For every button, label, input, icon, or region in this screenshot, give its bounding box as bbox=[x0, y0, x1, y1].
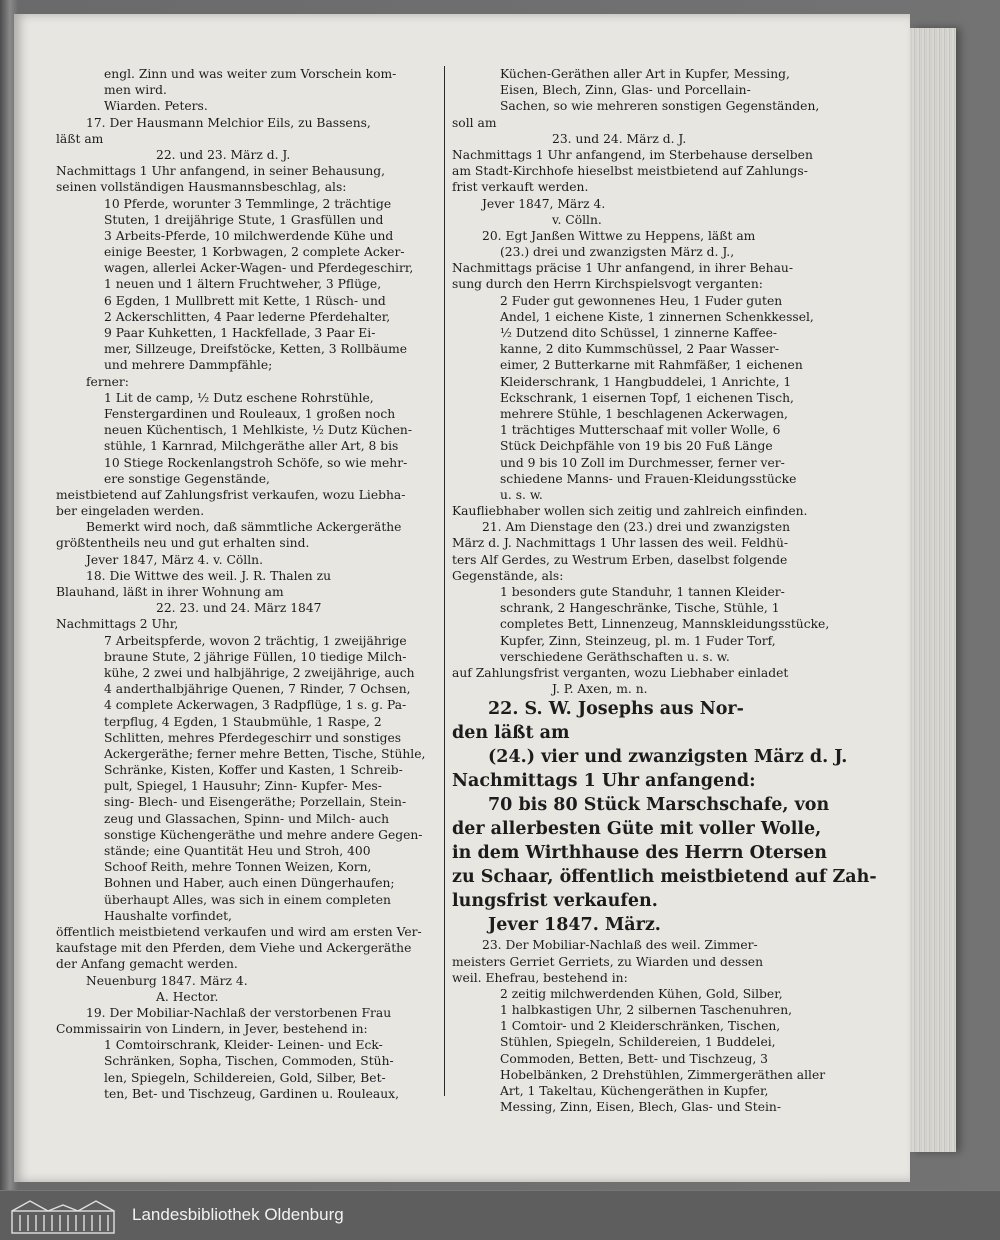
footer-bar bbox=[0, 1190, 1000, 1240]
text-line: 3 Arbeits-Pferde, 10 milchwerdende Kühe und bbox=[104, 228, 394, 243]
text-line: Nachmittags 2 Uhr, bbox=[56, 617, 179, 632]
text-line: neuen Küchentisch, 1 Mehlkiste, ½ Dutz Küchen- bbox=[104, 423, 412, 438]
text-line: Bemerkt wird noch, daß sämmtliche Ackergeräthe bbox=[86, 520, 402, 535]
text-line: März d. J. Nachmittags 1 Uhr lassen des weil. Feldhü- bbox=[452, 536, 789, 551]
text-line: zeug und Glassachen, Spinn- und Milch- auch bbox=[104, 811, 390, 826]
text-line: ber eingeladen werden. bbox=[56, 504, 205, 519]
text-line: Neuenburg 1847. März 4. bbox=[86, 973, 248, 988]
text-line: u. s. w. bbox=[500, 487, 543, 502]
text-line: (23.) drei und zwanzigsten März d. J., bbox=[500, 245, 735, 260]
book-page-edges bbox=[910, 28, 956, 1152]
text-line: frist verkauft werden. bbox=[452, 180, 589, 195]
text-line: schrank, 2 Hangeschränke, Tische, Stühle, 1 bbox=[500, 601, 780, 616]
right-column bbox=[452, 66, 877, 1115]
text-line: soll am bbox=[452, 115, 497, 130]
text-line: Messing, Zinn, Eisen, Blech, Glas- und Stein- bbox=[500, 1100, 782, 1115]
text-line: zu Schaar, öffentlich meistbietend auf Zah- bbox=[452, 867, 877, 888]
text-line: Jever 1847, März 4. bbox=[482, 196, 606, 211]
text-line: 1 Comtoirschrank, Kleider- Leinen- und Eck- bbox=[104, 1038, 383, 1053]
text-line: Jever 1847. März. bbox=[488, 915, 661, 936]
text-line: Schoof Reith, mehre Tonnen Weizen, Korn, bbox=[104, 860, 372, 875]
text-line: Eisen, Blech, Zinn, Glas- und Porcellain- bbox=[500, 83, 751, 98]
text-line: Stuten, 1 dreijährige Stute, 1 Grasfüllen und bbox=[104, 212, 384, 227]
text-line: braune Stute, 2 jährige Füllen, 10 tiedige Milch- bbox=[104, 649, 407, 664]
text-line: ferner: bbox=[86, 374, 129, 389]
text-line: len, Spiegeln, Schildereien, Gold, Silber, Bet- bbox=[104, 1070, 386, 1085]
text-line: größtentheils neu und gut erhalten sind. bbox=[56, 536, 310, 551]
text-line: kühe, 2 zwei und halbjährige, 2 zweijährige, auch bbox=[104, 665, 415, 680]
text-line: kanne, 2 dito Kummschüssel, 2 Paar Wasser- bbox=[500, 342, 780, 357]
library-building-icon bbox=[10, 1197, 116, 1235]
text-line: Schlitten, mehres Pferdegeschirr und sonstiges bbox=[104, 730, 402, 745]
text-line: und 9 bis 10 Zoll im Durchmesser, ferner ver- bbox=[500, 455, 785, 470]
text-line: Blauhand, läßt in ihrer Wohnung am bbox=[56, 585, 284, 599]
text-line: men wird. bbox=[104, 83, 167, 98]
text-line: Eckschrank, 1 eisernen Topf, 1 eichenen Tisch, bbox=[500, 390, 794, 405]
text-line: sonstige Küchengeräthe und mehre andere Gegen- bbox=[104, 827, 423, 842]
text-line: Kaufliebhaber wollen sich zeitig und zahlreich einfinden. bbox=[452, 504, 808, 519]
text-line: 70 bis 80 Stück Marschschafe, von bbox=[488, 795, 830, 816]
text-line: Küchen-Geräthen aller Art in Kupfer, Messing, bbox=[500, 67, 790, 81]
text-line: stühle, 1 Karnrad, Milchgeräthe aller Art, 8 bis bbox=[104, 439, 399, 454]
text-line: 6 Egden, 1 Mullbrett mit Kette, 1 Rüsch- und bbox=[104, 293, 386, 308]
text-line: sung durch den Herrn Kirchspielsvogt verganten: bbox=[452, 277, 763, 292]
text-line: Nachmittags 1 Uhr anfangend: bbox=[452, 771, 756, 792]
text-line: Gegenstände, als: bbox=[452, 568, 564, 583]
text-line: seinen vollständigen Hausmannsbeschlag, als: bbox=[56, 180, 347, 195]
text-line: Jever 1847, März 4. v. Cölln. bbox=[86, 552, 263, 567]
text-line: 17. Der Hausmann Melchior Eils, zu Bassens, bbox=[86, 115, 371, 130]
text-line: 1 Comtoir- und 2 Kleiderschränken, Tischen, bbox=[500, 1019, 781, 1034]
text-line: Nachmittags 1 Uhr anfangend, im Sterbehause derselben bbox=[452, 147, 813, 162]
text-line: engl. Zinn und was weiter zum Vorschein kom- bbox=[104, 67, 397, 81]
text-line: 20. Egt Janßen Wittwe zu Heppens, läßt am bbox=[482, 228, 756, 243]
text-line: überhaupt Alles, was sich in einem completen bbox=[104, 892, 391, 907]
text-line: 18. Die Wittwe des weil. J. R. Thalen zu bbox=[86, 568, 332, 583]
text-line: mer, Sillzeuge, Dreifstöcke, Ketten, 3 Rollbäume bbox=[104, 342, 408, 357]
text-line: wagen, allerlei Acker-Wagen- und Pferdegeschirr, bbox=[104, 261, 414, 276]
text-line: ters Alf Gerdes, zu Westrum Erben, daselbst folgende bbox=[452, 552, 788, 567]
column-divider bbox=[444, 66, 445, 1096]
text-line: 10 Stiege Rockenlangstroh Schöfe, so wie mehr- bbox=[104, 455, 408, 470]
text-line: 1 besonders gute Standuhr, 1 tannen Kleider- bbox=[500, 585, 785, 599]
text-line: A. Hector. bbox=[156, 989, 219, 1004]
library-name: Landesbibliothek Oldenburg bbox=[132, 1205, 344, 1224]
text-line: 4 anderthalbjährige Quenen, 7 Rinder, 7 Ochsen, bbox=[104, 682, 411, 697]
text-line: Schränke, Kisten, Koffer und Kasten, 1 Schreib- bbox=[104, 763, 403, 778]
text-line: terpflug, 4 Egden, 1 Staubmühle, 1 Raspe, 2 bbox=[104, 714, 382, 729]
text-line: sing- Blech- und Eisengeräthe; Porzellain, Stein- bbox=[104, 795, 407, 810]
text-line: 4 complete Ackerwagen, 3 Radpflüge, 1 s. g. Pa- bbox=[104, 698, 407, 713]
text-line: Nachmittags 1 Uhr anfangend, in seiner Behausung, bbox=[56, 164, 386, 179]
text-line: 22. und 23. März d. J. bbox=[156, 147, 291, 162]
text-line: Hobelbänken, 2 Drehstühlen, Zimmergeräthen aller bbox=[500, 1067, 826, 1082]
text-line: 10 Pferde, worunter 3 Temmlinge, 2 trächtige bbox=[104, 196, 392, 211]
text-line: Ackergeräthe; ferner mehre Betten, Tische, Stühle, bbox=[104, 746, 426, 761]
text-line: weil. Ehefrau, bestehend in: bbox=[452, 970, 628, 985]
text-line: verschiedene Geräthschaften u. s. w. bbox=[500, 649, 730, 664]
text-line: auf Zahlungsfrist verganten, wozu Liebhaber einladet bbox=[452, 665, 789, 680]
text-line: kaufstage mit den Pferden, dem Viehe und Ackergeräthe bbox=[56, 941, 412, 956]
text-line: Stück Deichpfähle von 19 bis 20 Fuß Länge bbox=[500, 439, 773, 454]
text-line: J. P. Axen, m. n. bbox=[552, 682, 648, 697]
text-line: 9 Paar Kuhketten, 1 Hackfellade, 3 Paar Ei- bbox=[104, 326, 376, 340]
text-line: pult, Spiegel, 1 Hausuhr; Zinn- Kupfer- Mes- bbox=[104, 779, 382, 794]
text-line: (24.) vier und zwanzigsten März d. J. bbox=[488, 747, 848, 768]
text-line: in dem Wirthhause des Herrn Otersen bbox=[452, 843, 827, 864]
text-line: 1 Lit de camp, ½ Dutz eschene Rohrstühle, bbox=[104, 390, 374, 405]
text-line: 19. Der Mobiliar-Nachlaß der verstorbenen Frau bbox=[86, 1005, 392, 1020]
text-line: 1 trächtiges Mutterschaaf mit voller Wolle, 6 bbox=[500, 423, 781, 438]
text-line: 2 Fuder gut gewonnenes Heu, 1 Fuder guten bbox=[500, 293, 783, 308]
text-line: lungsfrist verkaufen. bbox=[452, 891, 658, 912]
text-line: ½ Dutzend dito Schüssel, 1 zinnerne Kaffee- bbox=[500, 326, 778, 340]
text-line: und mehrere Dammpfähle; bbox=[104, 358, 273, 373]
text-line: Stühlen, Spiegeln, Schildereien, 1 Buddelei, bbox=[500, 1035, 776, 1050]
text-line: meisters Gerriet Gerriets, zu Wiarden und dessen bbox=[452, 954, 763, 969]
text-line: schiedene Manns- und Frauen-Kleidungsstücke bbox=[500, 471, 797, 486]
text-line: Wiarden. Peters. bbox=[104, 99, 208, 114]
text-line: ere sonstige Gegenstände, bbox=[104, 471, 270, 486]
left-column bbox=[56, 66, 434, 1102]
text-line: Kupfer, Zinn, Steinzeug, pl. m. 1 Fuder Torf, bbox=[500, 633, 776, 648]
text-line: 7 Arbeitspferde, wovon 2 trächtig, 1 zweijährige bbox=[104, 633, 407, 648]
text-line: Andel, 1 eichene Kiste, 1 zinnernen Schenkkessel, bbox=[500, 309, 814, 324]
text-line: der allerbesten Güte mit voller Wolle, bbox=[452, 819, 822, 840]
text-line: Kleiderschrank, 1 Hangbuddelei, 1 Anrichte, 1 bbox=[500, 374, 792, 389]
text-line: öffentlich meistbietend verkaufen und wird am ersten Ver- bbox=[56, 924, 422, 939]
text-line: stände; eine Quantität Heu und Stroh, 400 bbox=[104, 844, 371, 858]
text-line: Commoden, Betten, Bett- und Tischzeug, 3 bbox=[500, 1051, 768, 1066]
text-line: 1 halbkastigen Uhr, 2 silbernen Taschenuhren, bbox=[500, 1003, 793, 1018]
text-line: eimer, 2 Butterkarne mit Rahmfäßer, 1 eichenen bbox=[500, 358, 803, 373]
text-line: Schränken, Sopha, Tischen, Commoden, Stüh- bbox=[104, 1054, 394, 1069]
text-line: 22. 23. und 24. März 1847 bbox=[156, 601, 322, 616]
text-line: 23. und 24. März d. J. bbox=[552, 131, 687, 146]
text-line: 1 neuen und 1 ältern Fruchtweher, 3 Pflüge, bbox=[104, 277, 382, 292]
text-line: v. Cölln. bbox=[552, 212, 602, 227]
text-line: mehrere Stühle, 1 beschlagenen Ackerwagen, bbox=[500, 406, 788, 421]
text-line: ten, Bet- und Tischzeug, Gardinen u. Rouleaux, bbox=[104, 1086, 399, 1101]
text-line: meistbietend auf Zahlungsfrist verkaufen, wozu Liebha- bbox=[56, 487, 406, 502]
text-line: den läßt am bbox=[452, 723, 570, 744]
text-line: 2 zeitig milchwerdenden Kühen, Gold, Silber, bbox=[500, 986, 783, 1001]
text-line: Nachmittags präcise 1 Uhr anfangend, in ihrer Behau- bbox=[452, 261, 794, 276]
text-line: einige Beester, 1 Korbwagen, 2 complete Acker- bbox=[104, 245, 405, 260]
text-line: Fenstergardinen und Rouleaux, 1 großen noch bbox=[104, 406, 396, 421]
text-line: 21. Am Dienstage den (23.) drei und zwanzigsten bbox=[482, 520, 791, 535]
text-line: Bohnen und Haber, auch einen Düngerhaufen; bbox=[104, 876, 395, 891]
text-line: der Anfang gemacht werden. bbox=[56, 957, 238, 972]
text-line: 2 Ackerschlitten, 4 Paar lederne Pferdehalter, bbox=[104, 309, 391, 324]
text-line: am Stadt-Kirchhofe hieselbst meistbietend auf Zahlungs- bbox=[452, 164, 808, 179]
text-line: läßt am bbox=[56, 131, 104, 146]
text-line: Sachen, so wie mehreren sonstigen Gegenständen, bbox=[500, 99, 820, 114]
text-line: completes Bett, Linnenzeug, Mannskleidungsstücke, bbox=[500, 617, 830, 632]
text-line: 22. S. W. Josephs aus Nor- bbox=[488, 699, 744, 720]
text-line: 23. Der Mobiliar-Nachlaß des weil. Zimmer- bbox=[482, 938, 758, 953]
text-line: Haushalte vorfindet, bbox=[104, 908, 232, 923]
text-line: Commissairin von Lindern, in Jever, bestehend in: bbox=[56, 1022, 368, 1037]
text-line: Art, 1 Takeltau, Küchengeräthen in Kupfer, bbox=[500, 1084, 769, 1098]
